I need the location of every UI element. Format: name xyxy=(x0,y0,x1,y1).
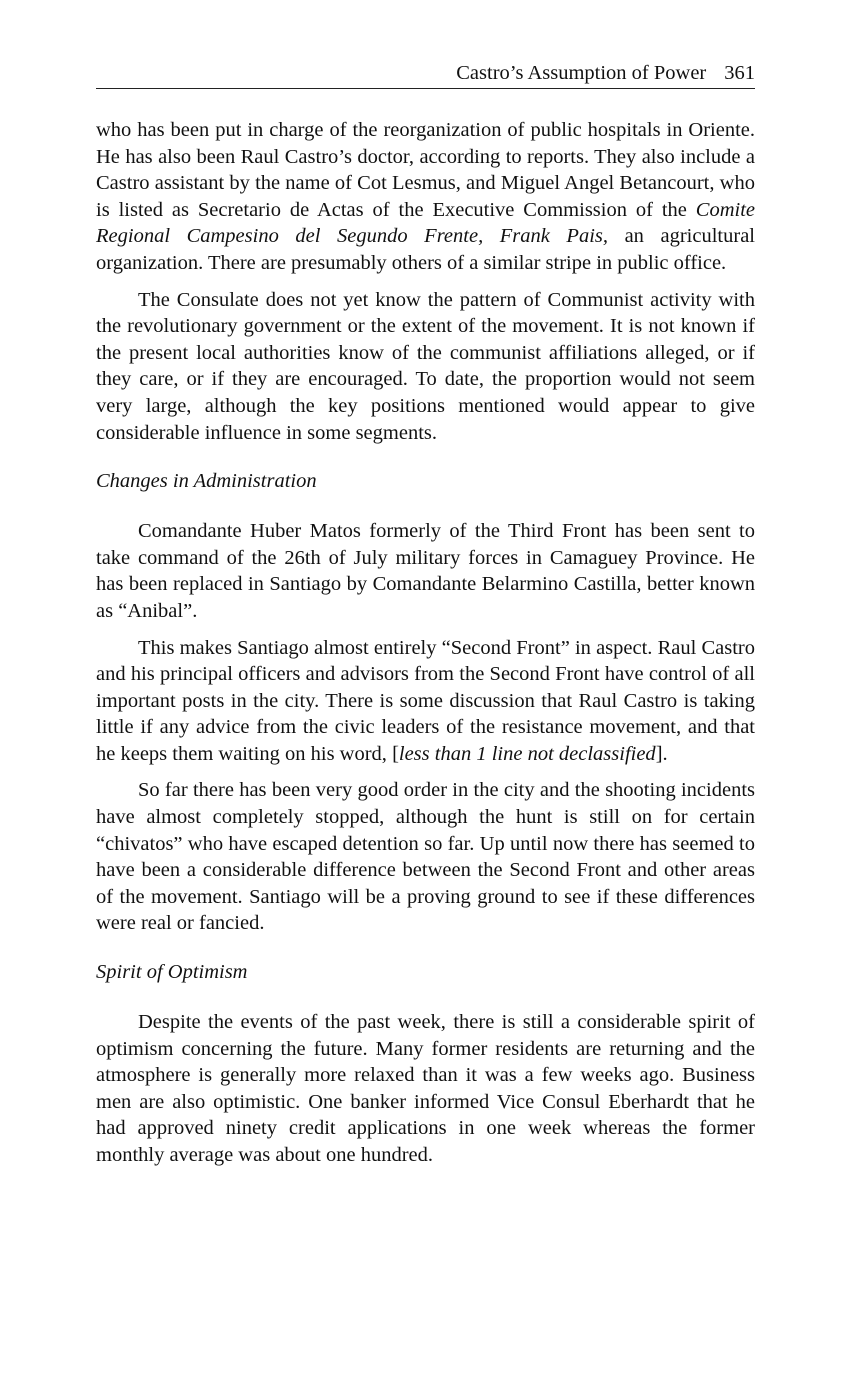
paragraph-1-italic: Comite Regional Campesino del Segundo Frente, Frank Pais, xyxy=(96,198,755,248)
declassified-note: less than 1 line not declassified xyxy=(398,742,656,765)
running-header xyxy=(96,60,755,89)
paragraph-1 xyxy=(96,117,755,277)
paragraph-2: The Consulate does not yet know the pattern of Communist activity with the revolutionary government or the extent of the movement. It is not known if the present local authorities know of the communist affiliations alleged, or if they care, or if they are encouraged. To date, the proportion would not seem very large, although the key positions mentioned would appear to give considerable influence in some segments. xyxy=(96,288,755,444)
paragraph-5: So far there has been very good order in the city and the shooting incidents have almost completely stopped, although the hunt is still on for certain “chivatos” who have escaped detention so far. Up until now there has seemed to have been a considerable difference between the Second Front and other areas of the movement. Santiago will be a proving ground to see if these differences were real or fancied. xyxy=(96,779,755,935)
paragraph-1-text: who has been put in charge of the reorganization of public hospitals in Oriente. He has also been Raul Castro’s doctor, according to reports. They also include a Castro assistant by the name of Cot Lesmus, and Miguel Angel Betancourt, who is listed as Secretario de Actas of the Executive Commission of the xyxy=(96,119,755,221)
paragraph-4 xyxy=(96,635,755,768)
body-text xyxy=(96,117,755,1169)
paragraph-6: Despite the events of the past week, there is still a considerable spirit of optimism concerning the future. Many former residents are returning and the atmosphere is generally more relaxed than it was a few weeks ago. Business men are also optimistic. One banker informed Vice Consul Eberhardt that he had approved ninety credit applications in one week whereas the former monthly average was about one hundred. xyxy=(96,1011,755,1166)
section-heading-optimism: Spirit of Optimism xyxy=(96,961,248,984)
paragraph-3: Comandante Huber Matos formerly of the Third Front has been sent to take command of the 26th of July military forces in Camaguey Province. He has been replaced in Santiago by Comandante Belarmino Castilla, better known as “Anibal”. xyxy=(96,520,755,622)
document-page xyxy=(96,60,755,1179)
running-title: Castro’s Assumption of Power xyxy=(456,62,707,84)
bracket-close: ]. xyxy=(655,742,668,765)
page-number: 361 xyxy=(724,62,755,84)
bracket-open: [ xyxy=(392,742,399,765)
section-heading-changes: Changes in Administration xyxy=(96,470,317,493)
paragraph-4-text: This makes Santiago almost entirely “Second Front” in aspect. Raul Castro and his principal officers and advisors from the Second Front have control of all important posts in the city. There is some discussion that Raul Castro is taking little if any advice from the civic leaders of the resistance movement, and that he keeps them waiting on his word, xyxy=(96,636,755,765)
paragraph-1-end: an agricultural organization. There are presumably others of a similar stripe in public office. xyxy=(96,225,755,274)
